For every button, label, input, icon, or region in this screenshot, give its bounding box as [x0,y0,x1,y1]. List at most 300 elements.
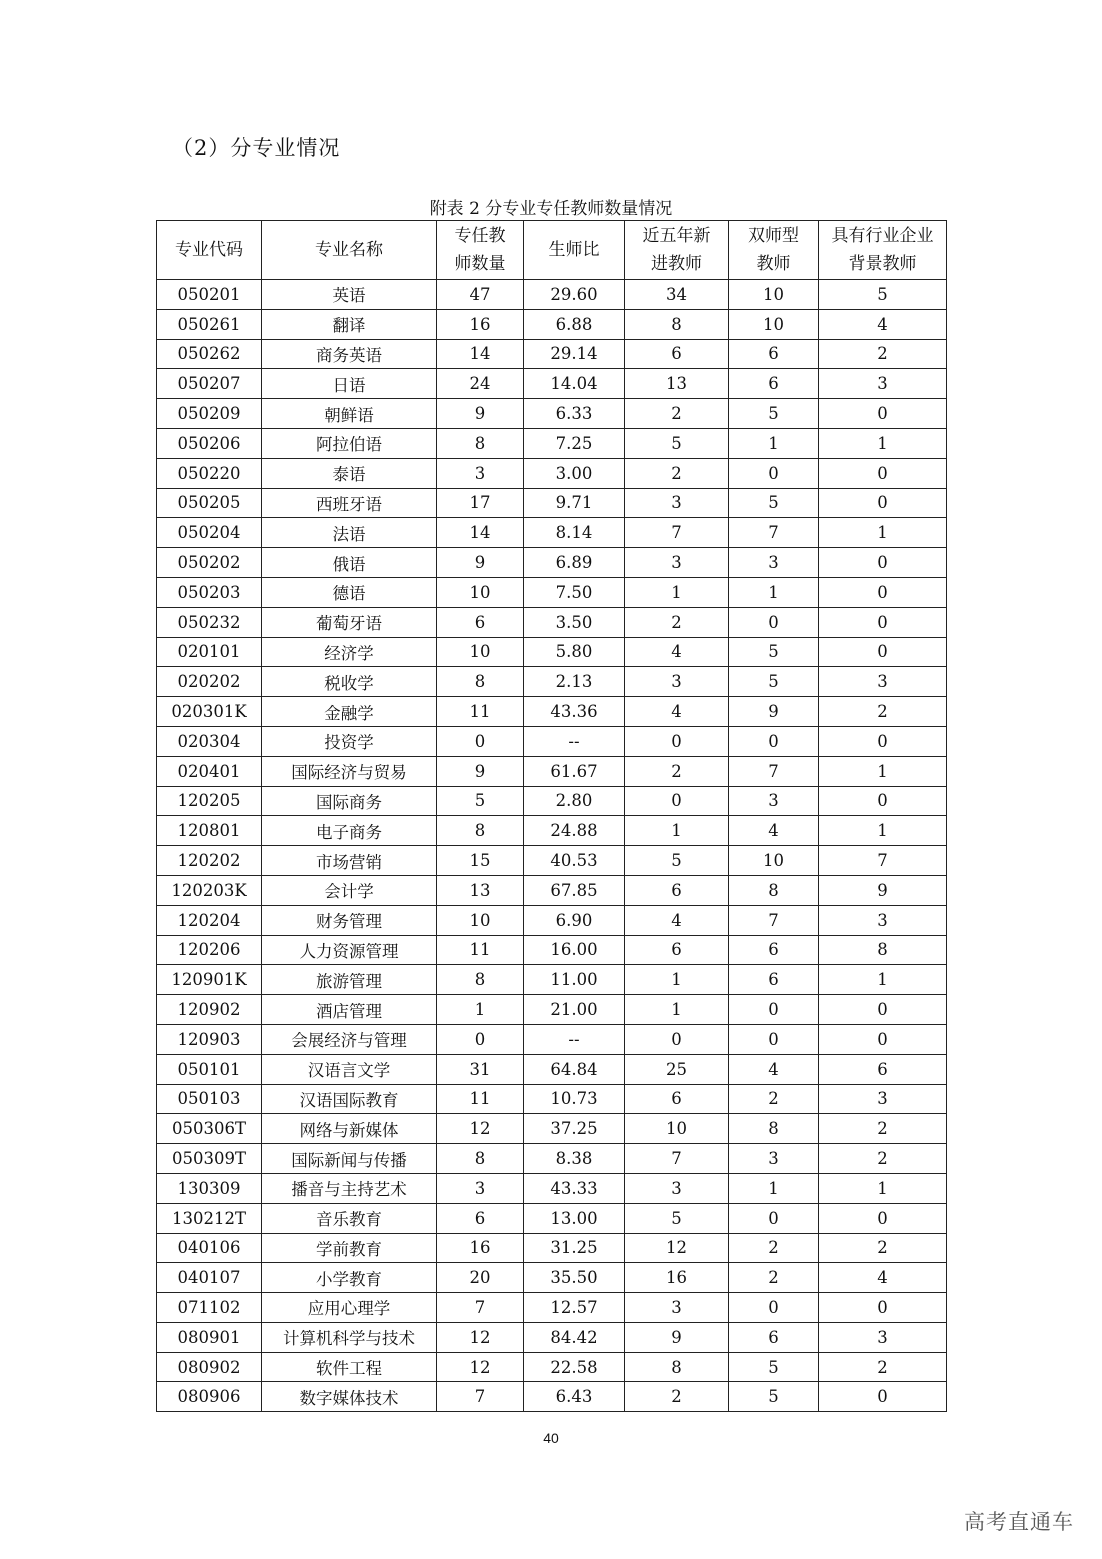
code-cell: 050232 [157,607,262,637]
ratio-cell: 29.14 [524,339,625,369]
name-cell: 西班牙语 [262,488,437,518]
code-cell: 120205 [157,786,262,816]
dual-teachers-cell: 6 [729,935,819,965]
name-cell: 旅游管理 [262,965,437,995]
name-cell: 阿拉伯语 [262,428,437,458]
table-row [157,458,947,488]
teacher-count-cell: 17 [437,488,524,518]
industry-teachers-cell: 7 [819,846,947,876]
teacher-count-cell: 6 [437,1203,524,1233]
teacher-count-cell: 20 [437,1263,524,1293]
teacher-count-cell: 8 [437,667,524,697]
new-teachers-cell: 0 [625,726,729,756]
industry-teachers-cell: 0 [819,637,947,667]
table-row [157,1203,947,1233]
table-row [157,280,947,310]
teacher-count-cell: 8 [437,1144,524,1174]
ratio-cell: 9.71 [524,488,625,518]
teacher-count-cell: 14 [437,518,524,548]
teacher-count-cell: 8 [437,816,524,846]
ratio-cell: 40.53 [524,846,625,876]
new-teachers-cell: 10 [625,1114,729,1144]
ratio-cell: 16.00 [524,935,625,965]
industry-teachers-cell: 0 [819,786,947,816]
table-row [157,339,947,369]
table-row [157,1322,947,1352]
industry-teachers-cell: 1 [819,518,947,548]
code-cell: 120902 [157,995,262,1025]
teacher-count-cell: 3 [437,1173,524,1203]
ratio-cell: 14.04 [524,369,625,399]
code-cell: 050205 [157,488,262,518]
table-row [157,548,947,578]
industry-teachers-cell: 0 [819,995,947,1025]
name-cell: 日语 [262,369,437,399]
new-teachers-cell: 5 [625,846,729,876]
ratio-cell: 7.25 [524,428,625,458]
table-row [157,1352,947,1382]
industry-teachers-cell: 3 [819,1084,947,1114]
table-row [157,1144,947,1174]
ratio-cell: 6.43 [524,1382,625,1412]
industry-teachers-cell: 2 [819,1352,947,1382]
dual-teachers-cell: 0 [729,995,819,1025]
code-cell: 020304 [157,726,262,756]
name-cell: 软件工程 [262,1352,437,1382]
code-cell: 050206 [157,428,262,458]
industry-teachers-cell: 2 [819,697,947,727]
ratio-cell: 22.58 [524,1352,625,1382]
industry-teachers-cell: 3 [819,1322,947,1352]
teacher-count-cell: 0 [437,1024,524,1054]
industry-teachers-cell: 6 [819,1054,947,1084]
table-row [157,607,947,637]
new-teachers-cell: 1 [625,995,729,1025]
industry-teachers-cell: 1 [819,816,947,846]
table-row [157,577,947,607]
teacher-count-cell: 10 [437,637,524,667]
ratio-cell: 13.00 [524,1203,625,1233]
table-row [157,488,947,518]
new-teachers-cell: 1 [625,965,729,995]
ratio-cell: 3.50 [524,607,625,637]
code-cell: 050203 [157,577,262,607]
teacher-count-cell: 9 [437,756,524,786]
code-cell: 120901K [157,965,262,995]
new-teachers-cell: 4 [625,637,729,667]
teacher-count-cell: 10 [437,577,524,607]
name-cell: 会展经济与管理 [262,1024,437,1054]
ratio-cell: -- [524,726,625,756]
dual-teachers-cell: 6 [729,369,819,399]
industry-teachers-cell: 1 [819,756,947,786]
new-teachers-cell: 9 [625,1322,729,1352]
industry-teachers-cell: 0 [819,607,947,637]
code-cell: 050262 [157,339,262,369]
name-cell: 葡萄牙语 [262,607,437,637]
dual-teachers-cell: 7 [729,756,819,786]
ratio-cell: -- [524,1024,625,1054]
new-teachers-cell: 2 [625,1382,729,1412]
code-cell: 080901 [157,1322,262,1352]
new-teachers-cell: 2 [625,399,729,429]
ratio-cell: 12.57 [524,1293,625,1323]
code-cell: 040107 [157,1263,262,1293]
header-new-teachers: 近五年新进教师 [625,221,729,280]
code-cell: 020301K [157,697,262,727]
ratio-cell: 24.88 [524,816,625,846]
table-row [157,1054,947,1084]
industry-teachers-cell: 0 [819,548,947,578]
name-cell: 市场营销 [262,846,437,876]
section-heading: （2）分专业情况 [172,136,341,160]
ratio-cell: 43.33 [524,1173,625,1203]
industry-teachers-cell: 4 [819,309,947,339]
page-number: 40 [543,1430,559,1446]
header-teacher-count: 专任教师数量 [437,221,524,280]
name-cell: 数字媒体技术 [262,1382,437,1412]
dual-teachers-cell: 0 [729,1203,819,1233]
ratio-cell: 5.80 [524,637,625,667]
teacher-count-cell: 7 [437,1293,524,1323]
new-teachers-cell: 7 [625,518,729,548]
table-caption: 附表 2 分专业专任教师数量情况 [429,199,673,219]
industry-teachers-cell: 2 [819,1233,947,1263]
new-teachers-cell: 12 [625,1233,729,1263]
code-cell: 130309 [157,1173,262,1203]
teacher-count-cell: 12 [437,1114,524,1144]
name-cell: 金融学 [262,697,437,727]
table-row [157,428,947,458]
name-cell: 汉语言文学 [262,1054,437,1084]
ratio-cell: 2.13 [524,667,625,697]
name-cell: 电子商务 [262,816,437,846]
ratio-cell: 11.00 [524,965,625,995]
dual-teachers-cell: 4 [729,816,819,846]
industry-teachers-cell: 2 [819,1114,947,1144]
industry-teachers-cell: 3 [819,905,947,935]
ratio-cell: 84.42 [524,1322,625,1352]
code-cell: 120903 [157,1024,262,1054]
ratio-cell: 3.00 [524,458,625,488]
header-dual-teachers: 双师型教师 [729,221,819,280]
name-cell: 商务英语 [262,339,437,369]
dual-teachers-cell: 5 [729,637,819,667]
name-cell: 国际商务 [262,786,437,816]
industry-teachers-cell: 0 [819,399,947,429]
new-teachers-cell: 2 [625,756,729,786]
table-row [157,369,947,399]
new-teachers-cell: 13 [625,369,729,399]
code-cell: 130212T [157,1203,262,1233]
code-cell: 080906 [157,1382,262,1412]
industry-teachers-cell: 5 [819,280,947,310]
new-teachers-cell: 16 [625,1263,729,1293]
table-row [157,846,947,876]
industry-teachers-cell: 0 [819,726,947,756]
table-row [157,309,947,339]
dual-teachers-cell: 3 [729,548,819,578]
new-teachers-cell: 34 [625,280,729,310]
table-row [157,697,947,727]
table-row [157,965,947,995]
dual-teachers-cell: 1 [729,1173,819,1203]
table-body [157,280,947,1412]
new-teachers-cell: 2 [625,607,729,637]
code-cell: 050207 [157,369,262,399]
name-cell: 音乐教育 [262,1203,437,1233]
dual-teachers-cell: 7 [729,518,819,548]
table-row [157,786,947,816]
dual-teachers-cell: 5 [729,1382,819,1412]
new-teachers-cell: 25 [625,1054,729,1084]
dual-teachers-cell: 0 [729,458,819,488]
table-row [157,637,947,667]
dual-teachers-cell: 2 [729,1233,819,1263]
new-teachers-cell: 5 [625,428,729,458]
teacher-count-cell: 31 [437,1054,524,1084]
teacher-count-cell: 11 [437,935,524,965]
industry-teachers-cell: 0 [819,488,947,518]
dual-teachers-cell: 0 [729,1293,819,1323]
table-row [157,399,947,429]
code-cell: 120203K [157,875,262,905]
name-cell: 学前教育 [262,1233,437,1263]
table-row [157,816,947,846]
table-row [157,1382,947,1412]
table-row [157,1173,947,1203]
name-cell: 人力资源管理 [262,935,437,965]
table-row [157,1114,947,1144]
teacher-count-cell: 3 [437,458,524,488]
industry-teachers-cell: 1 [819,965,947,995]
new-teachers-cell: 8 [625,309,729,339]
dual-teachers-cell: 8 [729,875,819,905]
name-cell: 酒店管理 [262,995,437,1025]
ratio-cell: 31.25 [524,1233,625,1263]
dual-teachers-cell: 10 [729,309,819,339]
industry-teachers-cell: 8 [819,935,947,965]
dual-teachers-cell: 0 [729,726,819,756]
code-cell: 080902 [157,1352,262,1382]
teacher-table [156,220,947,1412]
name-cell: 泰语 [262,458,437,488]
ratio-cell: 35.50 [524,1263,625,1293]
ratio-cell: 8.14 [524,518,625,548]
code-cell: 120206 [157,935,262,965]
ratio-cell: 43.36 [524,697,625,727]
dual-teachers-cell: 3 [729,786,819,816]
ratio-cell: 29.60 [524,280,625,310]
industry-teachers-cell: 9 [819,875,947,905]
name-cell: 朝鲜语 [262,399,437,429]
ratio-cell: 6.88 [524,309,625,339]
name-cell: 国际新闻与传播 [262,1144,437,1174]
teacher-count-cell: 8 [437,428,524,458]
dual-teachers-cell: 6 [729,1322,819,1352]
header-code: 专业代码 [157,221,262,280]
table-row [157,1084,947,1114]
teacher-count-cell: 14 [437,339,524,369]
teacher-count-cell: 13 [437,875,524,905]
table-row [157,875,947,905]
new-teachers-cell: 2 [625,458,729,488]
code-cell: 050204 [157,518,262,548]
code-cell: 120801 [157,816,262,846]
teacher-count-cell: 12 [437,1322,524,1352]
dual-teachers-cell: 5 [729,399,819,429]
name-cell: 俄语 [262,548,437,578]
teacher-count-cell: 11 [437,697,524,727]
industry-teachers-cell: 0 [819,1024,947,1054]
code-cell: 071102 [157,1293,262,1323]
name-cell: 国际经济与贸易 [262,756,437,786]
name-cell: 法语 [262,518,437,548]
ratio-cell: 6.33 [524,399,625,429]
dual-teachers-cell: 1 [729,428,819,458]
table-row [157,935,947,965]
code-cell: 120204 [157,905,262,935]
ratio-cell: 21.00 [524,995,625,1025]
new-teachers-cell: 4 [625,905,729,935]
name-cell: 计算机科学与技术 [262,1322,437,1352]
new-teachers-cell: 3 [625,667,729,697]
dual-teachers-cell: 10 [729,846,819,876]
dual-teachers-cell: 0 [729,1024,819,1054]
new-teachers-cell: 7 [625,1144,729,1174]
teacher-count-cell: 11 [437,1084,524,1114]
code-cell: 050261 [157,309,262,339]
new-teachers-cell: 5 [625,1203,729,1233]
teacher-count-cell: 6 [437,607,524,637]
teacher-count-cell: 7 [437,1382,524,1412]
industry-teachers-cell: 0 [819,577,947,607]
dual-teachers-cell: 5 [729,1352,819,1382]
table-header-row [157,221,947,280]
table-row [157,756,947,786]
table-row [157,518,947,548]
ratio-cell: 6.89 [524,548,625,578]
code-cell: 020101 [157,637,262,667]
dual-teachers-cell: 10 [729,280,819,310]
name-cell: 德语 [262,577,437,607]
ratio-cell: 8.38 [524,1144,625,1174]
name-cell: 财务管理 [262,905,437,935]
code-cell: 050103 [157,1084,262,1114]
industry-teachers-cell: 0 [819,1203,947,1233]
code-cell: 020401 [157,756,262,786]
new-teachers-cell: 8 [625,1352,729,1382]
dual-teachers-cell: 6 [729,339,819,369]
name-cell: 汉语国际教育 [262,1084,437,1114]
new-teachers-cell: 3 [625,1293,729,1323]
table-row [157,726,947,756]
name-cell: 会计学 [262,875,437,905]
name-cell: 投资学 [262,726,437,756]
teacher-count-cell: 16 [437,309,524,339]
dual-teachers-cell: 3 [729,1144,819,1174]
ratio-cell: 67.85 [524,875,625,905]
code-cell: 020202 [157,667,262,697]
industry-teachers-cell: 0 [819,1382,947,1412]
ratio-cell: 37.25 [524,1114,625,1144]
table-row [157,1263,947,1293]
teacher-count-cell: 24 [437,369,524,399]
new-teachers-cell: 0 [625,786,729,816]
dual-teachers-cell: 5 [729,667,819,697]
name-cell: 网络与新媒体 [262,1114,437,1144]
new-teachers-cell: 3 [625,548,729,578]
industry-teachers-cell: 2 [819,339,947,369]
dual-teachers-cell: 7 [729,905,819,935]
code-cell: 050101 [157,1054,262,1084]
code-cell: 050309T [157,1144,262,1174]
teacher-count-cell: 8 [437,965,524,995]
code-cell: 050209 [157,399,262,429]
new-teachers-cell: 6 [625,1084,729,1114]
code-cell: 040106 [157,1233,262,1263]
industry-teachers-cell: 0 [819,458,947,488]
new-teachers-cell: 0 [625,1024,729,1054]
teacher-count-cell: 16 [437,1233,524,1263]
ratio-cell: 64.84 [524,1054,625,1084]
new-teachers-cell: 4 [625,697,729,727]
ratio-cell: 2.80 [524,786,625,816]
teacher-count-cell: 9 [437,399,524,429]
industry-teachers-cell: 1 [819,428,947,458]
new-teachers-cell: 1 [625,577,729,607]
watermark: 高考直通车 [964,1510,1074,1534]
ratio-cell: 7.50 [524,577,625,607]
name-cell: 播音与主持艺术 [262,1173,437,1203]
teacher-count-cell: 9 [437,548,524,578]
ratio-cell: 10.73 [524,1084,625,1114]
industry-teachers-cell: 3 [819,667,947,697]
dual-teachers-cell: 2 [729,1084,819,1114]
new-teachers-cell: 1 [625,816,729,846]
new-teachers-cell: 3 [625,1173,729,1203]
header-ratio: 生师比 [524,221,625,280]
teacher-count-cell: 5 [437,786,524,816]
table-row [157,1024,947,1054]
dual-teachers-cell: 2 [729,1263,819,1293]
table-row [157,667,947,697]
new-teachers-cell: 6 [625,875,729,905]
header-industry-teachers: 具有行业企业背景教师 [819,221,947,280]
dual-teachers-cell: 8 [729,1114,819,1144]
industry-teachers-cell: 2 [819,1144,947,1174]
industry-teachers-cell: 0 [819,1293,947,1323]
ratio-cell: 61.67 [524,756,625,786]
name-cell: 税收学 [262,667,437,697]
name-cell: 经济学 [262,637,437,667]
code-cell: 050306T [157,1114,262,1144]
table-row [157,1293,947,1323]
ratio-cell: 6.90 [524,905,625,935]
code-cell: 050201 [157,280,262,310]
teacher-count-cell: 47 [437,280,524,310]
industry-teachers-cell: 3 [819,369,947,399]
table-row [157,905,947,935]
header-name: 专业名称 [262,221,437,280]
name-cell: 应用心理学 [262,1293,437,1323]
dual-teachers-cell: 6 [729,965,819,995]
code-cell: 050202 [157,548,262,578]
code-cell: 050220 [157,458,262,488]
dual-teachers-cell: 0 [729,607,819,637]
table-row [157,1233,947,1263]
new-teachers-cell: 6 [625,339,729,369]
